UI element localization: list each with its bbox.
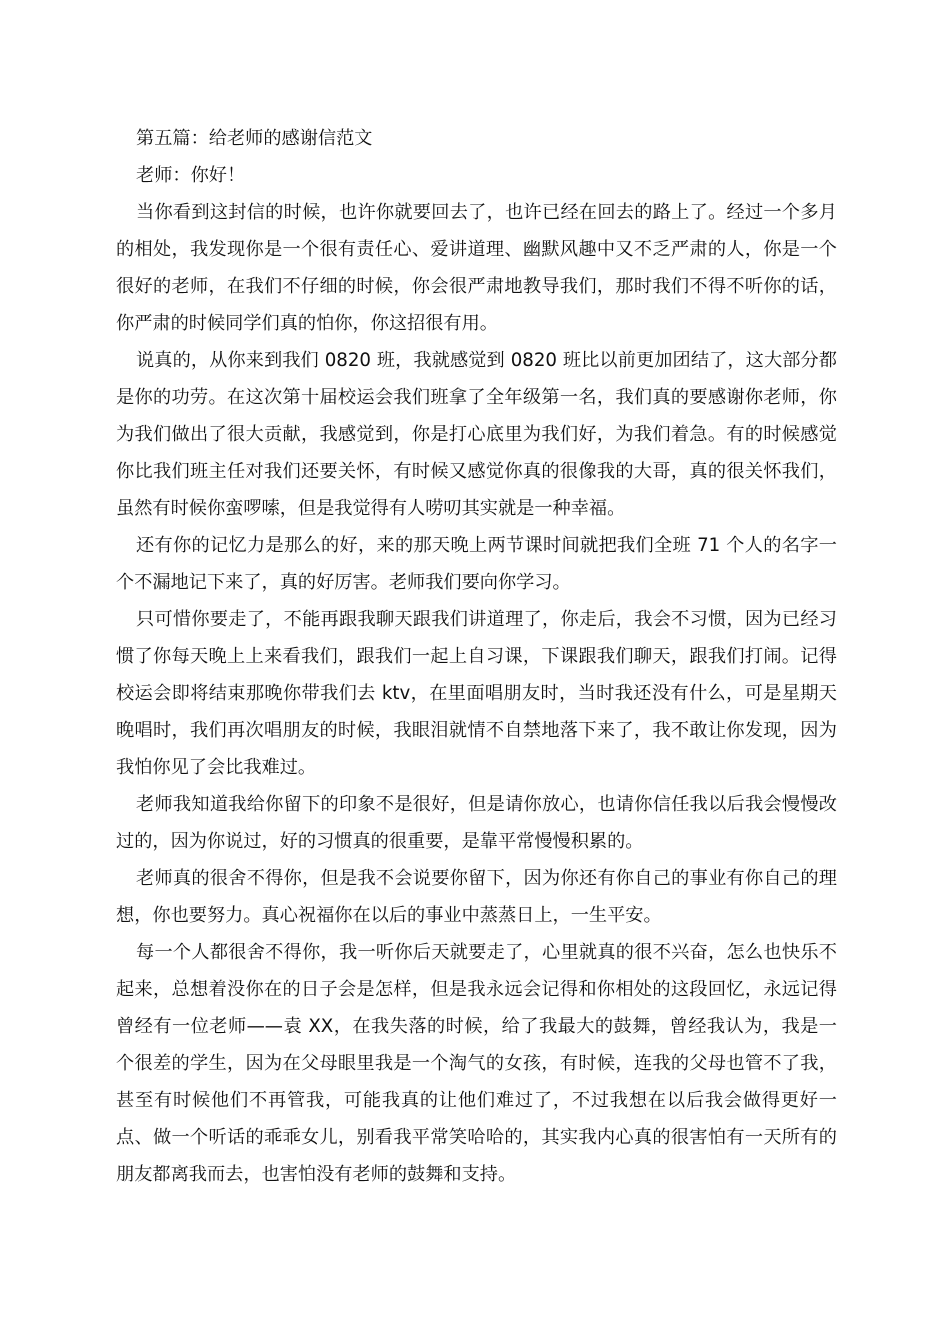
paragraph-6: 老师真的很舍不得你，但是我不会说要你留下，因为你还有你自己的事业有你自己的理想，你也要努力。真心祝福你在以后的事业中蒸蒸日上，一生平安。: [116, 868, 837, 926]
paragraph-7: 每一个人都很舍不得你，我一听你后天就要走了，心里就真的很不兴奋，怎么也快乐不起来，总想着没你在的日子会是怎样，但是我永远会记得和你相处的这段回忆，永远记得曾经有一位老师——袁 XX，在我失落的时候，给了我最大的鼓舞，曾经我认为，我是一个很差的学生，因为在父母眼里我是一个淘气的女孩，有时候，连我的父母也管不了我，甚至有时候他们不再管我，可能我真的让他们难过了，不过我想在以后我会做得更好一点、做一个听话的乖乖女儿，别看我平常笑哈哈的，其实我内心真的很害怕有一天所有的朋友都离我而去，也害怕没有老师的鼓舞和支持。: [116, 942, 837, 1185]
paragraph-5: 老师我知道我给你留下的印象不是很好，但是请你放心，也请你信任我以后我会慢慢改过的，因为你说过，好的习惯真的很重要，是靠平常慢慢积累的。: [116, 794, 837, 852]
paragraph-1: 当你看到这封信的时候，也许你就要回去了，也许已经在回去的路上了。经过一个多月的相处，我发现你是一个很有责任心、爱讲道理、幽默风趣中又不乏严肃的人，你是一个很好的老师，在我们不仔细的时候，你会很严肃地教导我们，那时我们不得不听你的话，你严肃的时候同学们真的怕你，你这招很有用。: [116, 202, 837, 334]
paragraph-3: 还有你的记忆力是那么的好，来的那天晚上两节课时间就把我们全班 71 个人的名字一个不漏地记下来了，真的好厉害。老师我们要向你学习。: [116, 535, 837, 593]
document-body: [116, 120, 837, 1193]
document-title: 第五篇：给老师的感谢信范文: [136, 128, 373, 149]
paragraph-4: 只可惜你要走了，不能再跟我聊天跟我们讲道理了，你走后，我会不习惯，因为已经习惯了你每天晚上上来看我们，跟我们一起上自习课，下课跟我们聊天，跟我们打闹。记得校运会即将结束那晚你带我们去 ktv，在里面唱朋友时，当时我还没有什么，可是星期天晚唱时，我们再次唱朋友的时候，我眼泪就情不自禁地落下来了，我不敢让你发现，因为我怕你见了会比我难过。: [116, 609, 837, 778]
paragraph-2: 说真的，从你来到我们 0820 班，我就感觉到 0820 班比以前更加团结了，这大部分都是你的功劳。在这次第十届校运会我们班拿了全年级第一名，我们真的要感谢你老师，你为我们做出了很大贡献，我感觉到，你是打心底里为我们好，为我们着急。有的时候感觉你比我们班主任对我们还要关怀，有时候又感觉你真的很像我的大哥，真的很关怀我们，虽然有时候你蛮啰嗦，但是我觉得有人唠叨其实就是一种幸福。: [116, 350, 837, 519]
salutation: 老师：你好！: [136, 165, 246, 186]
